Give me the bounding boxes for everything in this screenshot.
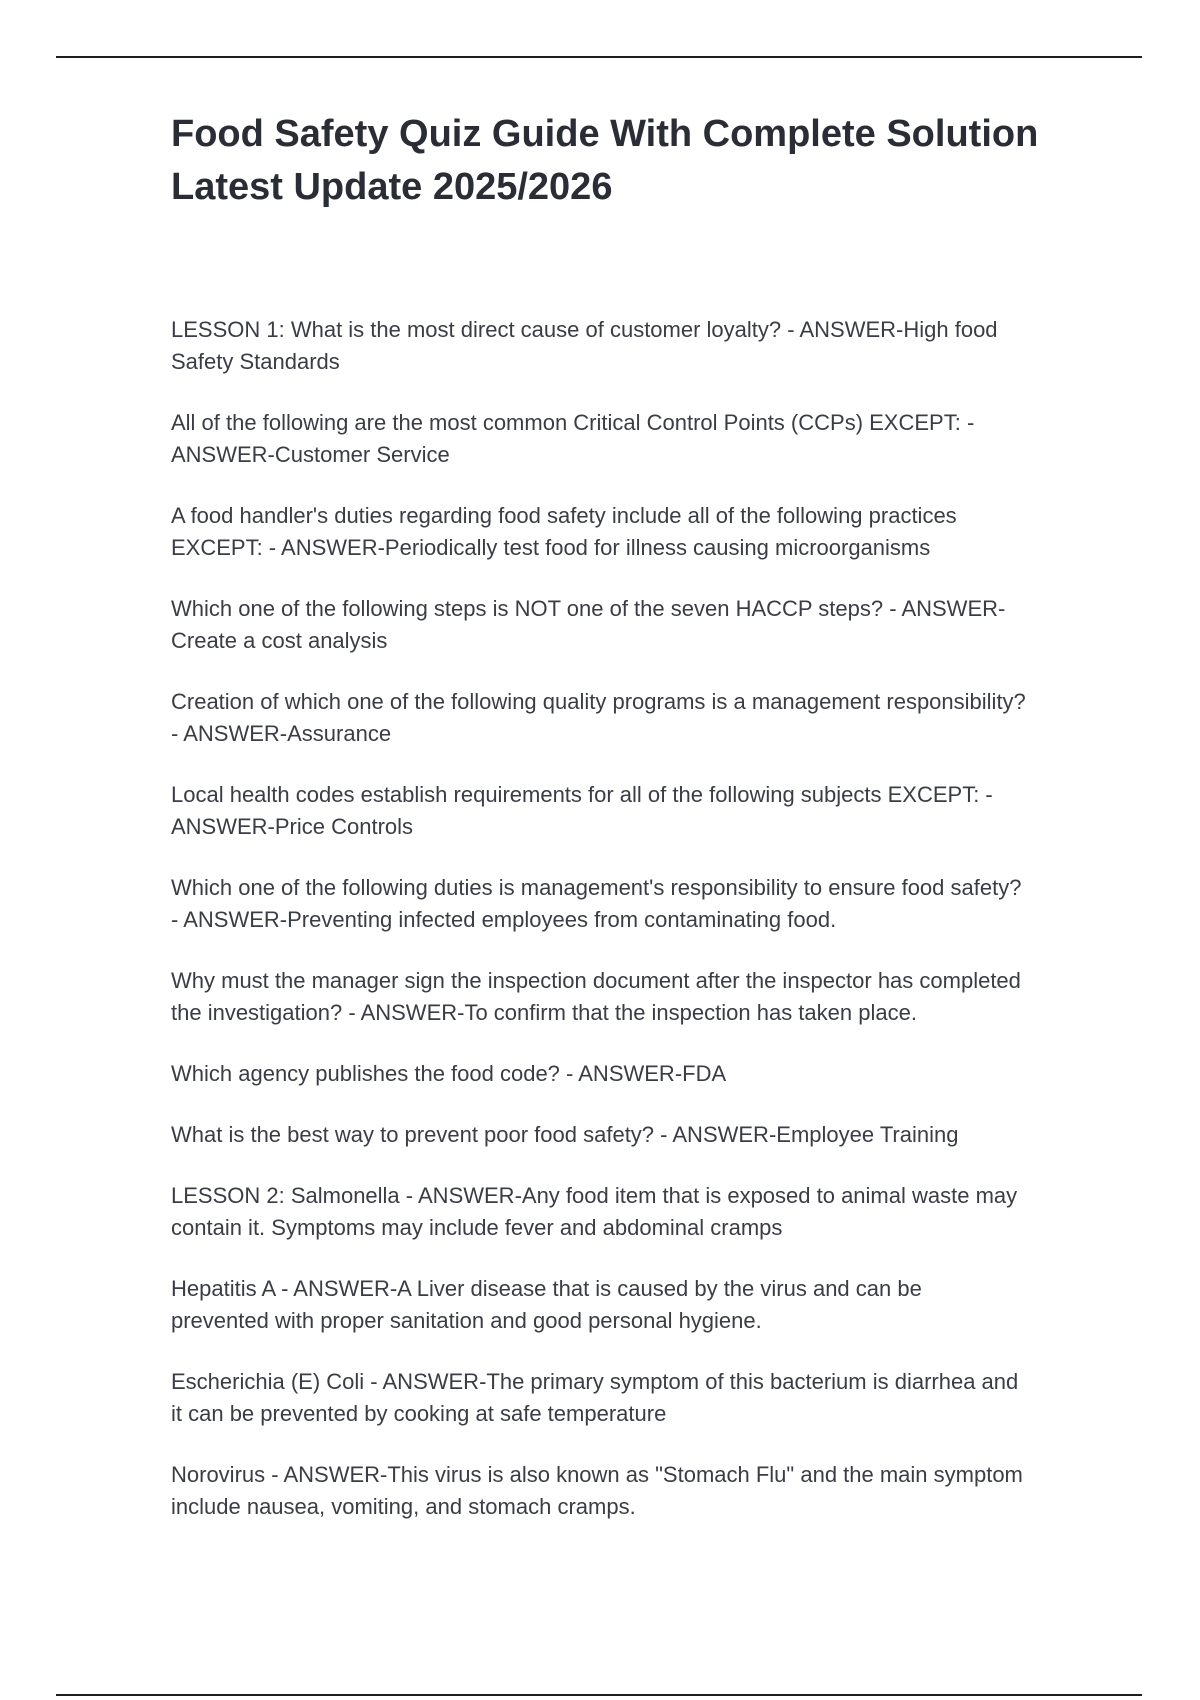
top-rule bbox=[56, 56, 1142, 58]
bottom-rule bbox=[56, 1694, 1142, 1696]
qa-item: Which one of the following steps is NOT one of the seven HACCP steps? - ANSWER- Create a cost analysis bbox=[171, 596, 1006, 653]
document-page bbox=[171, 108, 1121, 1552]
qa-item: Norovirus - ANSWER-This virus is also known as "Stomach Flu" and the main symptom include nausea, vomiting, and stomach cramps. bbox=[171, 1462, 1023, 1519]
page-title bbox=[171, 108, 1121, 214]
qa-list bbox=[171, 314, 1121, 1523]
qa-item: A food handler's duties regarding food safety include all of the following practices EXCEPT: - ANSWER-Periodically test food for illness causing microorganisms bbox=[171, 503, 957, 560]
qa-item: LESSON 1: What is the most direct cause of customer loyalty? - ANSWER-High food Safety Standards bbox=[171, 317, 998, 374]
qa-item: Escherichia (E) Coli - ANSWER-The primary symptom of this bacterium is diarrhea and it can be prevented by cooking at safe temperature bbox=[171, 1369, 1019, 1426]
qa-item: Why must the manager sign the inspection document after the inspector has completed the investigation? - ANSWER-To confirm that the inspection has taken place. bbox=[171, 968, 1021, 1025]
qa-item: Which one of the following duties is management's responsibility to ensure food safety? - ANSWER-Preventing infected employees from contaminating food. bbox=[171, 875, 1022, 932]
qa-item: Hepatitis A - ANSWER-A Liver disease that is caused by the virus and can be prevented with proper sanitation and good personal hygiene. bbox=[171, 1276, 922, 1333]
qa-item: All of the following are the most common Critical Control Points (CCPs) EXCEPT: - ANSWER-Customer Service bbox=[171, 410, 975, 467]
qa-item: Local health codes establish requirements for all of the following subjects EXCEPT: - ANSWER-Price Controls bbox=[171, 782, 993, 839]
qa-item: What is the best way to prevent poor food safety? - ANSWER-Employee Training bbox=[171, 1122, 959, 1147]
qa-item: Creation of which one of the following quality programs is a management responsibility? - ANSWER-Assurance bbox=[171, 689, 1026, 746]
title-line-2: Latest Update 2025/2026 bbox=[171, 166, 613, 208]
qa-item: Which agency publishes the food code? - ANSWER-FDA bbox=[171, 1061, 727, 1086]
qa-item: LESSON 2: Salmonella - ANSWER-Any food item that is exposed to animal waste may contain it. Symptoms may include fever and abdominal cramps bbox=[171, 1183, 1018, 1240]
title-line-1: Food Safety Quiz Guide With Complete Solution bbox=[171, 113, 1039, 155]
